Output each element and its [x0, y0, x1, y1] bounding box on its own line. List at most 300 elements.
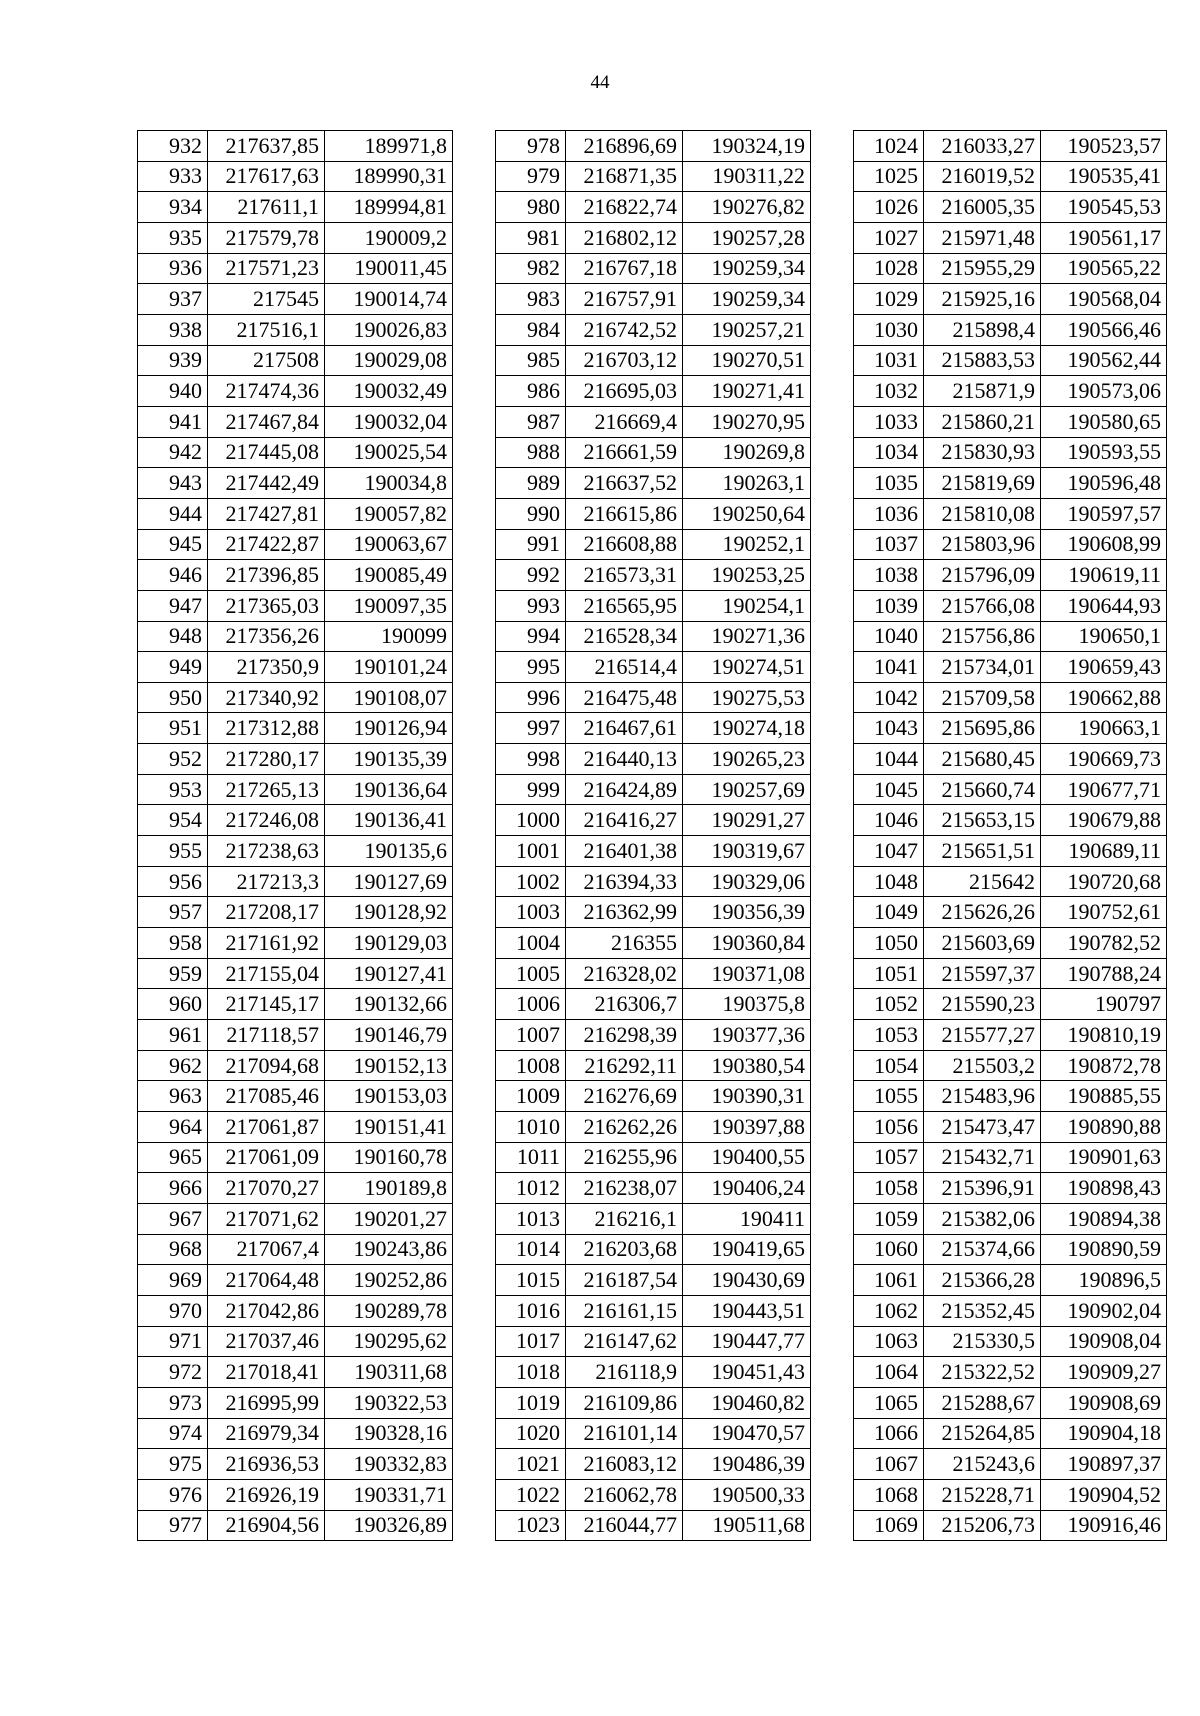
- table-row: [496, 284, 811, 315]
- x-coordinate-cell: 217356,26: [208, 621, 325, 652]
- y-coordinate-cell: 190411: [683, 1203, 811, 1234]
- table-row: [138, 437, 453, 468]
- y-coordinate-cell: 190099: [325, 621, 453, 652]
- table-row: [138, 1142, 453, 1173]
- table-row: [138, 131, 453, 162]
- table-row: [854, 437, 1167, 468]
- point-number-cell: 1068: [854, 1479, 924, 1510]
- point-number-cell: 966: [138, 1173, 208, 1204]
- table-row: [496, 1203, 811, 1234]
- point-number-cell: 1025: [854, 161, 924, 192]
- x-coordinate-cell: 215264,85: [924, 1418, 1041, 1449]
- x-coordinate-cell: 215796,09: [924, 560, 1041, 591]
- table-row: [496, 928, 811, 959]
- x-coordinate-cell: 216238,07: [566, 1173, 683, 1204]
- y-coordinate-cell: 189994,81: [325, 192, 453, 223]
- point-number-cell: 940: [138, 376, 208, 407]
- table-row: [138, 192, 453, 223]
- y-coordinate-cell: 190885,55: [1041, 1081, 1167, 1112]
- point-number-cell: 938: [138, 314, 208, 345]
- y-coordinate-cell: 190419,65: [683, 1234, 811, 1265]
- y-coordinate-cell: 190025,54: [325, 437, 453, 468]
- x-coordinate-cell: 215597,37: [924, 958, 1041, 989]
- x-coordinate-cell: 215971,48: [924, 222, 1041, 253]
- table-row: [496, 1050, 811, 1081]
- x-coordinate-cell: 216904,56: [208, 1510, 325, 1541]
- point-number-cell: 985: [496, 345, 566, 376]
- x-coordinate-cell: 215626,26: [924, 897, 1041, 928]
- point-number-cell: 962: [138, 1050, 208, 1081]
- table-row: [854, 866, 1167, 897]
- table-row: [854, 1112, 1167, 1143]
- table-row: [138, 284, 453, 315]
- x-coordinate-cell: 216695,03: [566, 376, 683, 407]
- y-coordinate-cell: 190057,82: [325, 498, 453, 529]
- coordinate-table-1: [137, 130, 453, 1541]
- y-coordinate-cell: 189971,8: [325, 131, 453, 162]
- point-number-cell: 970: [138, 1295, 208, 1326]
- point-number-cell: 1063: [854, 1326, 924, 1357]
- table-row: [854, 1142, 1167, 1173]
- point-number-cell: 1058: [854, 1173, 924, 1204]
- table-row: [138, 1510, 453, 1541]
- point-number-cell: 991: [496, 529, 566, 560]
- point-number-cell: 1031: [854, 345, 924, 376]
- table-row: [138, 682, 453, 713]
- x-coordinate-cell: 216514,4: [566, 652, 683, 683]
- table-row: [496, 713, 811, 744]
- x-coordinate-cell: 216528,34: [566, 621, 683, 652]
- y-coordinate-cell: 190896,5: [1041, 1265, 1167, 1296]
- y-coordinate-cell: 190568,04: [1041, 284, 1167, 315]
- y-coordinate-cell: 190259,34: [683, 284, 811, 315]
- x-coordinate-cell: 216703,12: [566, 345, 683, 376]
- x-coordinate-cell: 216033,27: [924, 131, 1041, 162]
- x-coordinate-cell: 215603,69: [924, 928, 1041, 959]
- x-coordinate-cell: 215288,67: [924, 1387, 1041, 1418]
- x-coordinate-cell: 216661,59: [566, 437, 683, 468]
- x-coordinate-cell: 216896,69: [566, 131, 683, 162]
- x-coordinate-cell: 217442,49: [208, 468, 325, 499]
- y-coordinate-cell: 190126,94: [325, 713, 453, 744]
- point-number-cell: 1046: [854, 805, 924, 836]
- table-row: [854, 468, 1167, 499]
- table-row: [496, 345, 811, 376]
- point-number-cell: 961: [138, 1020, 208, 1051]
- y-coordinate-cell: 190151,41: [325, 1112, 453, 1143]
- y-coordinate-cell: 190908,04: [1041, 1326, 1167, 1357]
- x-coordinate-cell: 217018,41: [208, 1357, 325, 1388]
- y-coordinate-cell: 190128,92: [325, 897, 453, 928]
- table-row: [496, 406, 811, 437]
- point-number-cell: 956: [138, 866, 208, 897]
- x-coordinate-cell: 217208,17: [208, 897, 325, 928]
- point-number-cell: 981: [496, 222, 566, 253]
- table-row: [854, 1203, 1167, 1234]
- table-row: [854, 805, 1167, 836]
- x-coordinate-cell: 217213,3: [208, 866, 325, 897]
- table-row: [138, 1357, 453, 1388]
- point-number-cell: 951: [138, 713, 208, 744]
- y-coordinate-cell: 190619,11: [1041, 560, 1167, 591]
- point-number-cell: 967: [138, 1203, 208, 1234]
- table-row: [138, 1479, 453, 1510]
- coordinate-table-3: [853, 130, 1167, 1541]
- table-row: [854, 314, 1167, 345]
- x-coordinate-cell: 217071,62: [208, 1203, 325, 1234]
- x-coordinate-cell: 216871,35: [566, 161, 683, 192]
- table-row: [496, 1020, 811, 1051]
- table-row: [496, 560, 811, 591]
- table-row: [138, 406, 453, 437]
- y-coordinate-cell: 190380,54: [683, 1050, 811, 1081]
- y-coordinate-cell: 190662,88: [1041, 682, 1167, 713]
- x-coordinate-cell: 216216,1: [566, 1203, 683, 1234]
- y-coordinate-cell: 190782,52: [1041, 928, 1167, 959]
- y-coordinate-cell: 190275,53: [683, 682, 811, 713]
- x-coordinate-cell: 216203,68: [566, 1234, 683, 1265]
- table-row: [496, 437, 811, 468]
- y-coordinate-cell: 190561,17: [1041, 222, 1167, 253]
- table-row: [138, 1449, 453, 1480]
- y-coordinate-cell: 190026,83: [325, 314, 453, 345]
- table-row: [496, 682, 811, 713]
- y-coordinate-cell: 190916,46: [1041, 1510, 1167, 1541]
- y-coordinate-cell: 190377,36: [683, 1020, 811, 1051]
- table-row: [496, 1081, 811, 1112]
- table-row: [854, 131, 1167, 162]
- y-coordinate-cell: 190250,64: [683, 498, 811, 529]
- x-coordinate-cell: 216401,38: [566, 836, 683, 867]
- y-coordinate-cell: 190360,84: [683, 928, 811, 959]
- table-row: [854, 1510, 1167, 1541]
- table-row: [138, 1020, 453, 1051]
- point-number-cell: 1060: [854, 1234, 924, 1265]
- point-number-cell: 1044: [854, 744, 924, 775]
- x-coordinate-cell: 215396,91: [924, 1173, 1041, 1204]
- y-coordinate-cell: 190486,39: [683, 1449, 811, 1480]
- y-coordinate-cell: 190375,8: [683, 989, 811, 1020]
- point-number-cell: 1011: [496, 1142, 566, 1173]
- point-number-cell: 1042: [854, 682, 924, 713]
- x-coordinate-cell: 216995,99: [208, 1387, 325, 1418]
- point-number-cell: 934: [138, 192, 208, 223]
- point-number-cell: 939: [138, 345, 208, 376]
- y-coordinate-cell: 190257,69: [683, 774, 811, 805]
- x-coordinate-cell: 217061,87: [208, 1112, 325, 1143]
- x-coordinate-cell: 216062,78: [566, 1479, 683, 1510]
- point-number-cell: 1004: [496, 928, 566, 959]
- point-number-cell: 1055: [854, 1081, 924, 1112]
- x-coordinate-cell: 216573,31: [566, 560, 683, 591]
- table-row: [138, 1173, 453, 1204]
- x-coordinate-cell: 217085,46: [208, 1081, 325, 1112]
- point-number-cell: 997: [496, 713, 566, 744]
- y-coordinate-cell: 190902,04: [1041, 1295, 1167, 1326]
- y-coordinate-cell: 190271,36: [683, 621, 811, 652]
- point-number-cell: 1019: [496, 1387, 566, 1418]
- y-coordinate-cell: 190274,18: [683, 713, 811, 744]
- table-row: [854, 406, 1167, 437]
- y-coordinate-cell: 190500,33: [683, 1479, 811, 1510]
- point-number-cell: 988: [496, 437, 566, 468]
- y-coordinate-cell: 190608,99: [1041, 529, 1167, 560]
- y-coordinate-cell: 190101,24: [325, 652, 453, 683]
- x-coordinate-cell: 216440,13: [566, 744, 683, 775]
- point-number-cell: 937: [138, 284, 208, 315]
- x-coordinate-cell: 216362,99: [566, 897, 683, 928]
- x-coordinate-cell: 215483,96: [924, 1081, 1041, 1112]
- point-number-cell: 1022: [496, 1479, 566, 1510]
- table-row: [138, 222, 453, 253]
- coordinate-table-2: [495, 130, 811, 1541]
- table-row: [854, 1081, 1167, 1112]
- point-number-cell: 1013: [496, 1203, 566, 1234]
- table-row: [854, 713, 1167, 744]
- x-coordinate-cell: 217070,27: [208, 1173, 325, 1204]
- y-coordinate-cell: 190329,06: [683, 866, 811, 897]
- point-number-cell: 1012: [496, 1173, 566, 1204]
- x-coordinate-cell: 215590,23: [924, 989, 1041, 1020]
- y-coordinate-cell: 190663,1: [1041, 713, 1167, 744]
- table-row: [138, 498, 453, 529]
- table-row: [496, 590, 811, 621]
- point-number-cell: 1033: [854, 406, 924, 437]
- table-row: [496, 1295, 811, 1326]
- y-coordinate-cell: 190890,88: [1041, 1112, 1167, 1143]
- x-coordinate-cell: 215830,93: [924, 437, 1041, 468]
- table-row: [854, 897, 1167, 928]
- table-row: [496, 1418, 811, 1449]
- x-coordinate-cell: 216475,48: [566, 682, 683, 713]
- x-coordinate-cell: 215206,73: [924, 1510, 1041, 1541]
- x-coordinate-cell: 215577,27: [924, 1020, 1041, 1051]
- y-coordinate-cell: 190311,68: [325, 1357, 453, 1388]
- y-coordinate-cell: 190259,34: [683, 253, 811, 284]
- x-coordinate-cell: 217350,9: [208, 652, 325, 683]
- table-row: [496, 1234, 811, 1265]
- y-coordinate-cell: 190032,49: [325, 376, 453, 407]
- table-row: [496, 161, 811, 192]
- table-row: [138, 1050, 453, 1081]
- point-number-cell: 1035: [854, 468, 924, 499]
- point-number-cell: 1036: [854, 498, 924, 529]
- table-row: [138, 897, 453, 928]
- point-number-cell: 945: [138, 529, 208, 560]
- point-number-cell: 1006: [496, 989, 566, 1020]
- table-row: [496, 652, 811, 683]
- point-number-cell: 998: [496, 744, 566, 775]
- y-coordinate-cell: 190270,51: [683, 345, 811, 376]
- table-row: [854, 958, 1167, 989]
- y-coordinate-cell: 190129,03: [325, 928, 453, 959]
- y-coordinate-cell: 190904,52: [1041, 1479, 1167, 1510]
- point-number-cell: 1040: [854, 621, 924, 652]
- table-row: [496, 498, 811, 529]
- x-coordinate-cell: 217037,46: [208, 1326, 325, 1357]
- x-coordinate-cell: 216109,86: [566, 1387, 683, 1418]
- table-row: [496, 529, 811, 560]
- table-row: [496, 621, 811, 652]
- table-row: [854, 652, 1167, 683]
- x-coordinate-cell: 216161,15: [566, 1295, 683, 1326]
- y-coordinate-cell: 190573,06: [1041, 376, 1167, 407]
- table-row: [854, 498, 1167, 529]
- y-coordinate-cell: 190263,1: [683, 468, 811, 499]
- table-row: [138, 345, 453, 376]
- y-coordinate-cell: 190291,27: [683, 805, 811, 836]
- point-number-cell: 983: [496, 284, 566, 315]
- point-number-cell: 1065: [854, 1387, 924, 1418]
- point-number-cell: 1043: [854, 713, 924, 744]
- point-number-cell: 980: [496, 192, 566, 223]
- x-coordinate-cell: 217042,86: [208, 1295, 325, 1326]
- table-row: [854, 1449, 1167, 1480]
- y-coordinate-cell: 190160,78: [325, 1142, 453, 1173]
- y-coordinate-cell: 190289,78: [325, 1295, 453, 1326]
- x-coordinate-cell: 216608,88: [566, 529, 683, 560]
- table-row: [854, 1050, 1167, 1081]
- x-coordinate-cell: 217508: [208, 345, 325, 376]
- table-row: [138, 1295, 453, 1326]
- point-number-cell: 1029: [854, 284, 924, 315]
- y-coordinate-cell: 190511,68: [683, 1510, 811, 1541]
- x-coordinate-cell: 216565,95: [566, 590, 683, 621]
- table-row: [496, 131, 811, 162]
- y-coordinate-cell: 190535,41: [1041, 161, 1167, 192]
- point-number-cell: 1037: [854, 529, 924, 560]
- y-coordinate-cell: 190371,08: [683, 958, 811, 989]
- table-row: [854, 1295, 1167, 1326]
- x-coordinate-cell: 215660,74: [924, 774, 1041, 805]
- x-coordinate-cell: 217516,1: [208, 314, 325, 345]
- point-number-cell: 978: [496, 131, 566, 162]
- table-row: [854, 560, 1167, 591]
- table-row: [854, 1479, 1167, 1510]
- y-coordinate-cell: 190898,43: [1041, 1173, 1167, 1204]
- point-number-cell: 1061: [854, 1265, 924, 1296]
- y-coordinate-cell: 190136,64: [325, 774, 453, 805]
- table-row: [496, 192, 811, 223]
- y-coordinate-cell: 190326,89: [325, 1510, 453, 1541]
- table-row: [138, 1203, 453, 1234]
- x-coordinate-cell: 215810,08: [924, 498, 1041, 529]
- y-coordinate-cell: 190901,63: [1041, 1142, 1167, 1173]
- y-coordinate-cell: 190894,38: [1041, 1203, 1167, 1234]
- table-row: [854, 1418, 1167, 1449]
- y-coordinate-cell: 190097,35: [325, 590, 453, 621]
- x-coordinate-cell: 216767,18: [566, 253, 683, 284]
- y-coordinate-cell: 190132,66: [325, 989, 453, 1020]
- point-number-cell: 973: [138, 1387, 208, 1418]
- x-coordinate-cell: 217312,88: [208, 713, 325, 744]
- y-coordinate-cell: 190390,31: [683, 1081, 811, 1112]
- x-coordinate-cell: 216328,02: [566, 958, 683, 989]
- x-coordinate-cell: 215642: [924, 866, 1041, 897]
- table-row: [138, 1418, 453, 1449]
- table-row: [138, 774, 453, 805]
- point-number-cell: 1021: [496, 1449, 566, 1480]
- y-coordinate-cell: 190276,82: [683, 192, 811, 223]
- y-coordinate-cell: 190274,51: [683, 652, 811, 683]
- table-row: [854, 1326, 1167, 1357]
- x-coordinate-cell: 217467,84: [208, 406, 325, 437]
- y-coordinate-cell: 190257,21: [683, 314, 811, 345]
- point-number-cell: 1007: [496, 1020, 566, 1051]
- y-coordinate-cell: 190085,49: [325, 560, 453, 591]
- table-row: [496, 1112, 811, 1143]
- point-number-cell: 946: [138, 560, 208, 591]
- y-coordinate-cell: 190470,57: [683, 1418, 811, 1449]
- point-number-cell: 1069: [854, 1510, 924, 1541]
- y-coordinate-cell: 190265,23: [683, 744, 811, 775]
- point-number-cell: 949: [138, 652, 208, 683]
- point-number-cell: 990: [496, 498, 566, 529]
- table-row: [496, 222, 811, 253]
- point-number-cell: 1015: [496, 1265, 566, 1296]
- table-row: [496, 958, 811, 989]
- y-coordinate-cell: 190593,55: [1041, 437, 1167, 468]
- point-number-cell: 977: [138, 1510, 208, 1541]
- y-coordinate-cell: 190270,95: [683, 406, 811, 437]
- table-row: [138, 989, 453, 1020]
- x-coordinate-cell: 217545: [208, 284, 325, 315]
- table-row: [496, 1265, 811, 1296]
- table-row: [138, 560, 453, 591]
- point-number-cell: 932: [138, 131, 208, 162]
- x-coordinate-cell: 215709,58: [924, 682, 1041, 713]
- x-coordinate-cell: 217061,09: [208, 1142, 325, 1173]
- y-coordinate-cell: 190397,88: [683, 1112, 811, 1143]
- y-coordinate-cell: 190189,8: [325, 1173, 453, 1204]
- y-coordinate-cell: 190460,82: [683, 1387, 811, 1418]
- point-number-cell: 1003: [496, 897, 566, 928]
- table-row: [138, 713, 453, 744]
- x-coordinate-cell: 217280,17: [208, 744, 325, 775]
- point-number-cell: 1002: [496, 866, 566, 897]
- x-coordinate-cell: 217396,85: [208, 560, 325, 591]
- y-coordinate-cell: 190127,41: [325, 958, 453, 989]
- table-row: [854, 1020, 1167, 1051]
- x-coordinate-cell: 216298,39: [566, 1020, 683, 1051]
- y-coordinate-cell: 190146,79: [325, 1020, 453, 1051]
- point-number-cell: 1010: [496, 1112, 566, 1143]
- x-coordinate-cell: 216118,9: [566, 1357, 683, 1388]
- y-coordinate-cell: 190271,41: [683, 376, 811, 407]
- y-coordinate-cell: 190319,67: [683, 836, 811, 867]
- table-row: [138, 590, 453, 621]
- x-coordinate-cell: 216276,69: [566, 1081, 683, 1112]
- y-coordinate-cell: 190400,55: [683, 1142, 811, 1173]
- y-coordinate-cell: 190332,83: [325, 1449, 453, 1480]
- table-row: [854, 774, 1167, 805]
- table-row: [138, 1387, 453, 1418]
- y-coordinate-cell: 190034,8: [325, 468, 453, 499]
- y-coordinate-cell: 190451,43: [683, 1357, 811, 1388]
- y-coordinate-cell: 190252,1: [683, 529, 811, 560]
- y-coordinate-cell: 189990,31: [325, 161, 453, 192]
- x-coordinate-cell: 217427,81: [208, 498, 325, 529]
- table-row: [138, 836, 453, 867]
- point-number-cell: 1038: [854, 560, 924, 591]
- x-coordinate-cell: 216262,26: [566, 1112, 683, 1143]
- point-number-cell: 941: [138, 406, 208, 437]
- table-row: [854, 376, 1167, 407]
- x-coordinate-cell: 216979,34: [208, 1418, 325, 1449]
- point-number-cell: 943: [138, 468, 208, 499]
- point-number-cell: 1030: [854, 314, 924, 345]
- x-coordinate-cell: 217571,23: [208, 253, 325, 284]
